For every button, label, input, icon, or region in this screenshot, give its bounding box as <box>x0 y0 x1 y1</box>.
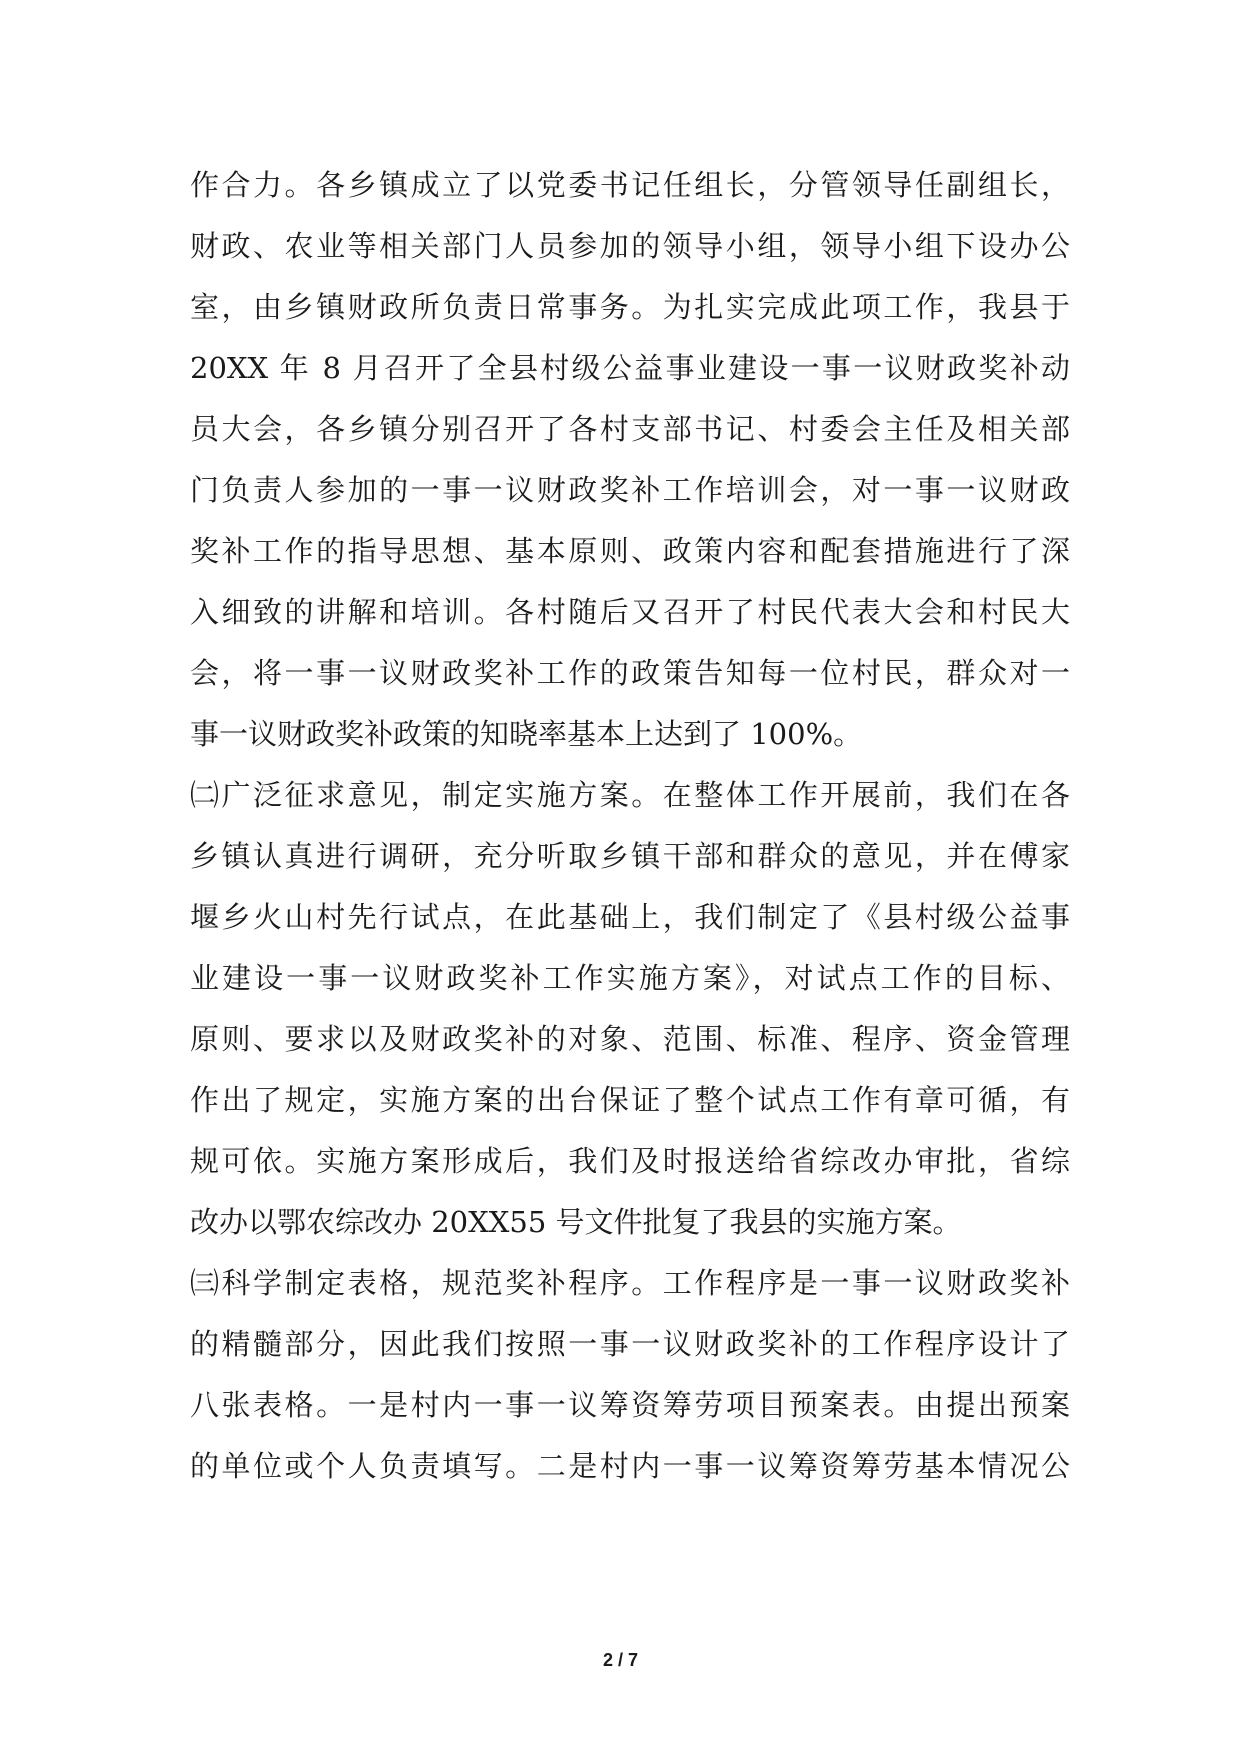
text-line: 规可依。实施方案形成后，我们及时报送给省综改办审批，省综 <box>190 1144 1070 1178</box>
text-line: 员大会，各乡镇分别召开了各村支部书记、村委会主任及相关部 <box>190 412 1070 446</box>
text-line: 奖补工作的指导思想、基本原则、政策内容和配套措施进行了深 <box>190 534 1070 568</box>
text-line: 的精髓部分，因此我们按照一事一议财政奖补的工作程序设计了 <box>190 1327 1070 1361</box>
text-line: 室，由乡镇财政所负责日常事务。为扎实完成此项工作，我县于 <box>190 290 1070 324</box>
text-line: 改办以鄂农综改办 20XX55 号文件批复了我县的实施方案。 <box>190 1205 962 1239</box>
text-line: 门负责人参加的一事一议财政奖补工作培训会，对一事一议财政 <box>190 473 1070 507</box>
text-line: 原则、要求以及财政奖补的对象、范围、标准、程序、资金管理 <box>190 1022 1070 1056</box>
text-line: 的单位或个人负责填写。二是村内一事一议筹资筹劳基本情况公 <box>190 1449 1070 1483</box>
text-line: 业建设一事一议财政奖补工作实施方案》，对试点工作的目标、 <box>190 961 1070 995</box>
text-line: 会，将一事一议财政奖补工作的政策告知每一位村民，群众对一 <box>190 656 1070 690</box>
text-line: 入细致的讲解和培训。各村随后又召开了村民代表大会和村民大 <box>190 595 1070 629</box>
text-line: 作出了规定，实施方案的出台保证了整个试点工作有章可循，有 <box>190 1083 1070 1117</box>
text-line: 财政、农业等相关部门人员参加的领导小组，领导小组下设办公 <box>190 229 1070 263</box>
text-line: 20XX 年 8 月召开了全县村级公益事业建设一事一议财政奖补动 <box>190 351 1070 385</box>
text-line: 堰乡火山村先行试点，在此基础上，我们制定了《县村级公益事 <box>190 900 1070 934</box>
body-text <box>190 155 1070 1497</box>
text-line: 事一议财政奖补政策的知晓率基本上达到了 100%。 <box>190 717 863 751</box>
text-line: ㈢科学制定表格，规范奖补程序。工作程序是一事一议财政奖补 <box>190 1266 1070 1300</box>
text-line: 作合力。各乡镇成立了以党委书记任组长，分管领导任副组长， <box>190 168 1070 202</box>
text-line: 乡镇认真进行调研，充分听取乡镇干部和群众的意见，并在傅家 <box>190 839 1070 873</box>
page-number: 2 / 7 <box>602 1650 639 1670</box>
text-line: ㈡广泛征求意见，制定实施方案。在整体工作开展前，我们在各 <box>190 778 1070 812</box>
text-line: 八张表格。一是村内一事一议筹资筹劳项目预案表。由提出预案 <box>190 1388 1070 1422</box>
